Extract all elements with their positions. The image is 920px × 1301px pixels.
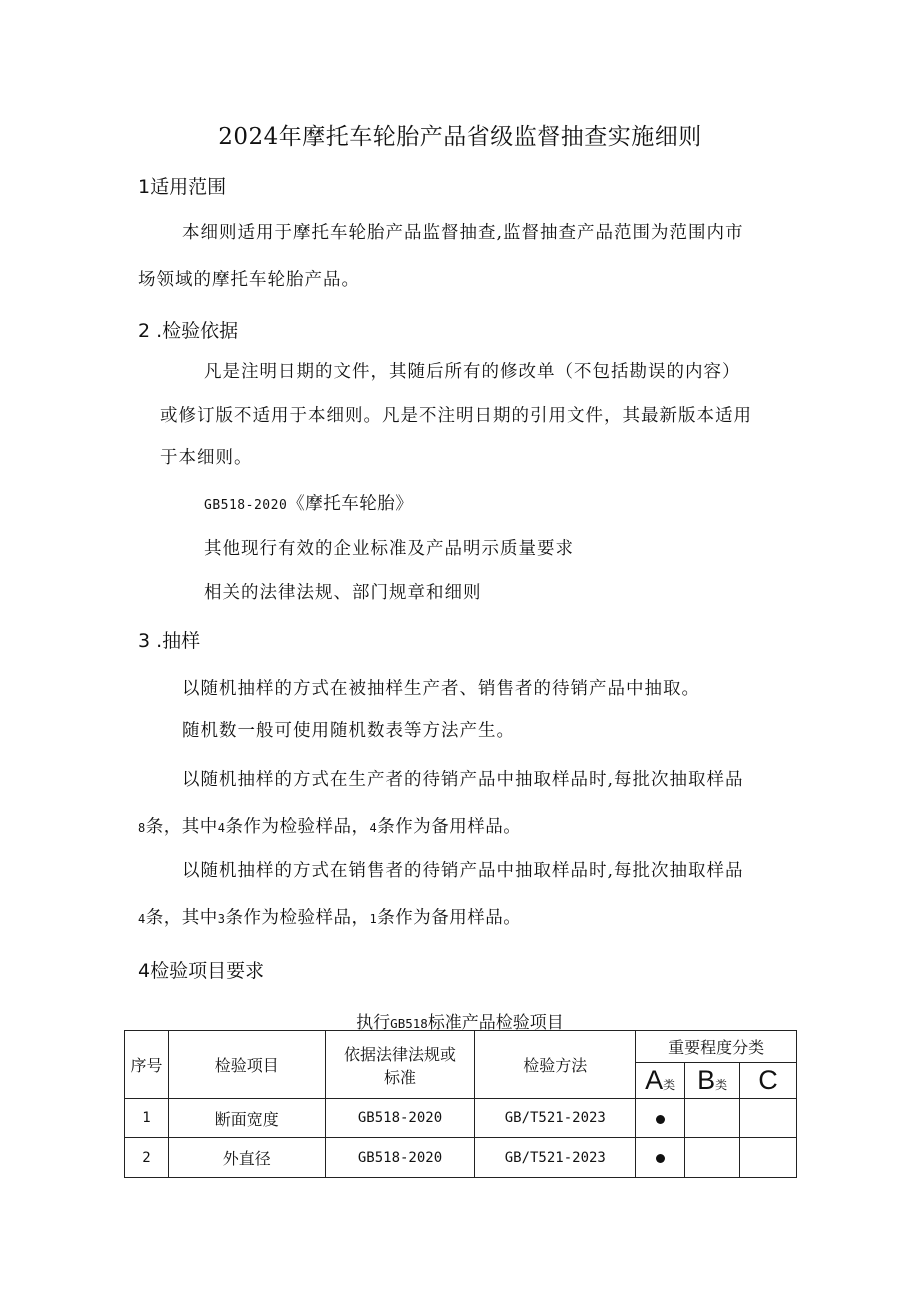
bullet-icon xyxy=(656,1115,665,1124)
document-title: 2024年摩托车轮胎产品省级监督抽查实施细则 xyxy=(218,124,702,150)
row-class-b xyxy=(685,1099,740,1138)
section-2-line-1: 凡是注明日期的文件，其随后所有的修改单（不包括勘误的内容） xyxy=(204,362,741,382)
section-3-heading: 3 .抽样 xyxy=(138,630,201,652)
header-method: 检验方法 xyxy=(475,1031,636,1099)
reference-standard-1 xyxy=(204,490,413,515)
row-method: GB/T521-2023 xyxy=(475,1138,636,1178)
table-row xyxy=(125,1138,797,1178)
row-method: GB/T521-2023 xyxy=(475,1099,636,1138)
row-class-c xyxy=(740,1099,797,1138)
row-class-c xyxy=(740,1138,797,1178)
header-class-a: A类 xyxy=(636,1063,685,1099)
row-item: 断面宽度 xyxy=(168,1099,325,1138)
section-2-line-2: 或修订版不适用于本细则。凡是不注明日期的引用文件，其最新版本适用 xyxy=(160,406,752,426)
row-basis: GB518-2020 xyxy=(325,1099,475,1138)
section-2-heading: 2 .检验依据 xyxy=(138,320,239,342)
section-1-line-2: 场领域的摩托车轮胎产品。 xyxy=(138,270,360,290)
row-class-a xyxy=(636,1138,685,1178)
row-basis: GB518-2020 xyxy=(325,1138,475,1178)
section-2-line-3: 于本细则。 xyxy=(160,448,253,468)
row-class-b xyxy=(685,1138,740,1178)
reference-standard-3: 相关的法律法规、部门规章和细则 xyxy=(204,583,482,603)
test-sample-count: 4 xyxy=(217,821,226,835)
row-seq: 1 xyxy=(125,1099,169,1138)
sample-count: 4 xyxy=(138,912,146,926)
inspection-items-table xyxy=(124,1030,797,1178)
test-sample-count: 3 xyxy=(217,912,226,926)
sampling-paragraph-1: 以随机抽样的方式在被抽样生产者、销售者的待销产品中抽取。 xyxy=(182,679,700,699)
reference-title: 《摩托车轮胎》 xyxy=(287,494,414,514)
spare-sample-count: 1 xyxy=(369,912,378,926)
reference-code: GB518-2020 xyxy=(204,498,288,513)
sampling-paragraph-2: 随机数一般可使用随机数表等方法产生。 xyxy=(182,721,515,741)
section-4-heading: 4检验项目要求 xyxy=(138,960,265,982)
bullet-icon xyxy=(656,1154,665,1163)
header-basis: 依据法律法规或 标准 xyxy=(325,1031,475,1099)
sampling-paragraph-4-line-1: 以随机抽样的方式在销售者的待销产品中抽取样品时,每批次抽取样品 xyxy=(182,861,744,881)
row-class-a xyxy=(636,1099,685,1138)
sampling-paragraph-3-line-1: 以随机抽样的方式在生产者的待销产品中抽取样品时,每批次抽取样品 xyxy=(182,770,744,790)
header-importance: 重要程度分类 xyxy=(636,1031,797,1063)
sampling-paragraph-4-line-2: 4条，其中3条作为检验样品，1条作为备用样品。 xyxy=(138,908,522,928)
table-header-row xyxy=(125,1031,797,1063)
table-row xyxy=(125,1099,797,1138)
header-class-b: B类 xyxy=(685,1063,740,1099)
section-1-line-1: 本细则适用于摩托车轮胎产品监督抽查,监督抽查产品范围为范围内市 xyxy=(182,223,744,243)
header-seq: 序号 xyxy=(125,1031,169,1099)
sample-count: 8 xyxy=(138,821,146,835)
header-item: 检验项目 xyxy=(168,1031,325,1099)
header-class-c: C xyxy=(740,1063,797,1099)
section-1-heading: 1适用范围 xyxy=(138,176,227,198)
table-caption: 执行GB518标准产品检验项目 xyxy=(356,1013,564,1033)
row-seq: 2 xyxy=(125,1138,169,1178)
sampling-paragraph-3-line-2: 8条，其中4条作为检验样品，4条作为备用样品。 xyxy=(138,817,522,837)
reference-standard-2: 其他现行有效的企业标准及产品明示质量要求 xyxy=(204,539,574,559)
spare-sample-count: 4 xyxy=(369,821,378,835)
row-item: 外直径 xyxy=(168,1138,325,1178)
